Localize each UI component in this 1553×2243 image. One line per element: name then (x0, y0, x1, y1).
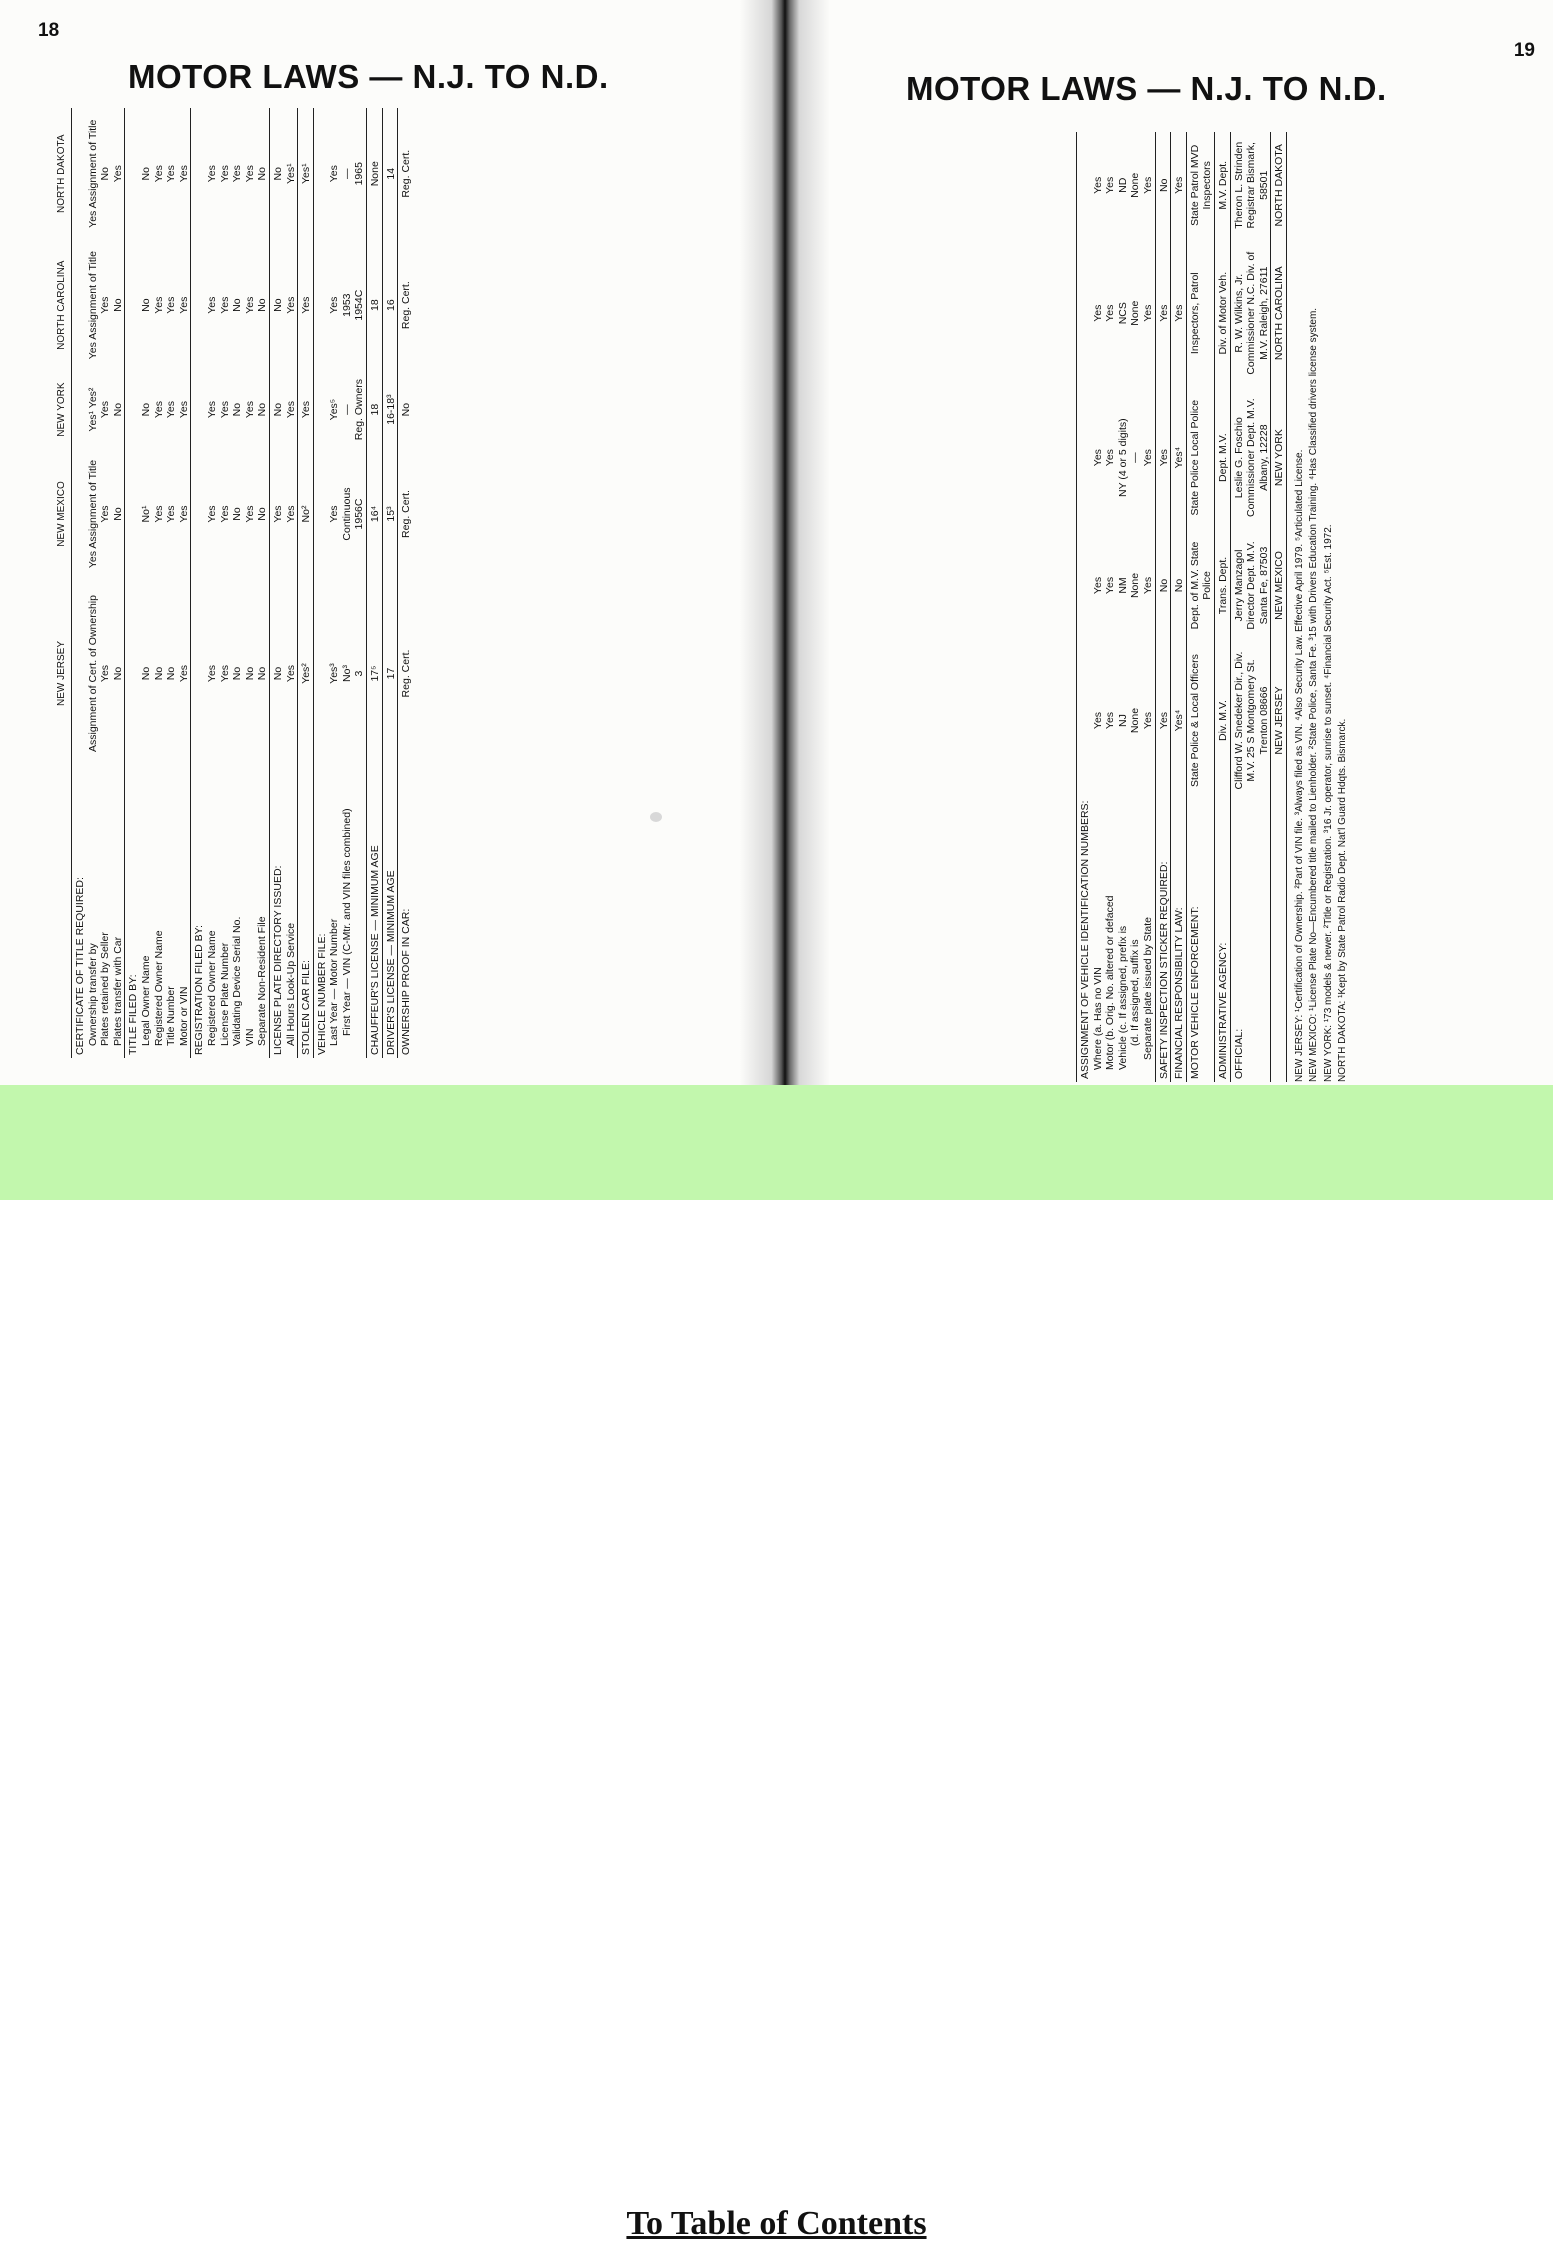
table-cell: Yes¹ (284, 163, 297, 185)
table-cell: Yes Assignment of Title (86, 459, 99, 569)
table-cell: Yes (218, 664, 231, 683)
table-cell: Yes (284, 296, 297, 314)
table-cell: Trans. Dept. (1214, 527, 1230, 643)
table-cell: State Patrol MVD Inspectors (1186, 132, 1214, 239)
table-cell: 16⁴ (367, 448, 383, 579)
table-cell: None (367, 108, 383, 239)
table-cell: Reg. Cert. (398, 239, 413, 370)
table-row (256, 108, 269, 1058)
right-page (786, 0, 1553, 1085)
table-cell: Yes (298, 239, 314, 370)
row-label: ASSIGNMENT OF VEHICLE IDENTIFICATION NUMBERS: (1077, 798, 1092, 1082)
row-label: All Hours Look-Up Service (284, 922, 297, 1046)
table-cell: No (269, 239, 284, 370)
table-cell: No³ (340, 665, 353, 682)
table-cell: No (256, 167, 269, 181)
book-gutter (740, 0, 830, 1085)
row-label: DRIVER'S LICENSE — MINIMUM AGE (382, 767, 398, 1058)
table-row (72, 108, 87, 1058)
table-cell: Yes (165, 165, 178, 183)
table-cell: Yes (1104, 449, 1117, 467)
left-page (0, 0, 776, 1085)
table-cell: Yes (165, 505, 178, 523)
row-label: Separate Non-Resident File (256, 916, 269, 1046)
table-cell: No (256, 298, 269, 312)
table-cell: Reg. Cert. (398, 580, 413, 768)
table-cell: Div. M.V. (1214, 644, 1230, 798)
table-row (269, 108, 284, 1058)
table-cell (1077, 132, 1092, 239)
table-cell (1077, 644, 1092, 798)
table-cell: No (269, 108, 284, 239)
row-label: Motor (b. Orig. No. altered or defaced (1104, 895, 1117, 1070)
right-rotated-table-wrap (1076, 132, 1351, 1082)
right-motor-laws-table (1076, 132, 1286, 1082)
row-label: Plates retained by Seller (99, 932, 112, 1046)
table-cell: Yes (1141, 576, 1154, 595)
row-label: SAFETY INSPECTION STICKER REQUIRED: (1155, 798, 1171, 1082)
table-cell: Yes¹ (298, 108, 314, 239)
table-cell: No (152, 666, 165, 681)
footnote-line: NEW MEXICO: ¹License Plate No—Encumbered title mailed to Lienholder. ²State Police, Santa Fe. ³15 with Drivers Education Training. ⁴Has Classified drivers license system. (1308, 307, 1320, 1082)
table-cell: No (243, 666, 256, 681)
row-label: CHAUFFEUR'S LICENSE — MINIMUM AGE (367, 767, 383, 1058)
table-cell: 18 (367, 371, 383, 448)
left-rotated-table-wrap (56, 108, 413, 1058)
table-cell: 1953 (340, 293, 353, 317)
table-cell: Yes (177, 165, 190, 183)
table-cell: Yes (1091, 576, 1104, 595)
table-cell: Yes (284, 664, 297, 683)
row-label: License Plate Number (218, 942, 231, 1046)
row-label: Legal Owner Name (139, 955, 152, 1046)
table-row (1230, 132, 1271, 1082)
table-cell (191, 371, 206, 448)
table-cell: Yes (1155, 239, 1171, 388)
table-cell: Yes (1104, 711, 1117, 730)
table-cell: Yes (152, 296, 165, 314)
left-page-title: MOTOR LAWS — N.J. TO N.D. (128, 58, 609, 95)
table-cell: NEW JERSEY (1271, 644, 1286, 798)
footnote-line: NORTH DAKOTA: ¹Kept by State Patrol Radio Dept. Nat'l Guard Hdqts. Bismarck. (1337, 718, 1349, 1082)
table-cell: No (256, 402, 269, 417)
table-cell: Yes (152, 401, 165, 419)
row-label: Ownership transfer by (86, 943, 99, 1046)
table-cell (313, 580, 328, 768)
table-row (1214, 132, 1230, 1082)
row-label: Registered Owner Name (152, 930, 165, 1046)
table-cell (125, 239, 140, 370)
table-row (231, 108, 244, 1058)
table-cell: 1954C (353, 289, 366, 321)
row-label: Registered Owner Name (205, 930, 218, 1046)
table-cell (313, 371, 328, 448)
table-cell: Yes (177, 505, 190, 523)
page-smudge (650, 812, 662, 822)
table-cell: 14 (382, 108, 398, 239)
table-cell: Yes (205, 401, 218, 419)
table-cell: Yes (205, 664, 218, 683)
table-row (87, 108, 100, 1058)
table-cell: Yes (1091, 449, 1104, 467)
table-cell: 16 (382, 239, 398, 370)
row-label: LICENSE PLATE DIRECTORY ISSUED: (269, 767, 284, 1058)
row-label: Validating Device Serial No. (231, 916, 244, 1046)
table-cell: Yes¹ Yes² (86, 387, 99, 432)
table-cell: Yes (1155, 388, 1171, 528)
table-cell: 15³ (382, 448, 398, 579)
table-row (153, 108, 166, 1058)
table-row (341, 108, 354, 1058)
table-cell: Yes (1155, 644, 1171, 798)
table-cell: Yes (1141, 176, 1154, 194)
row-label: Where (a. Has no VIN (1091, 967, 1104, 1070)
table-cell: No (99, 167, 112, 181)
table-cell: Yes Assignment of Title (86, 119, 99, 228)
table-row (1077, 132, 1092, 1082)
table-cell: R. W. Wilkins, Jr. Commissioner N.C. Div. of M.V. Raleigh, 27611 (1230, 239, 1271, 388)
table-cell: Yes (284, 505, 297, 523)
right-page-number: 19 (1513, 40, 1535, 61)
table-cell: Yes³ (328, 663, 341, 684)
table-cell (125, 580, 140, 768)
table-cell: No (269, 580, 284, 768)
table-cell: Yes (243, 165, 256, 183)
table-cell: Yes (284, 401, 297, 419)
table-row (328, 108, 341, 1058)
table-cell: No (269, 371, 284, 448)
table-row (398, 108, 413, 1058)
table-cell: Yes⁴ (1171, 644, 1187, 798)
table-cell: Yes (177, 296, 190, 314)
table-cell: Yes⁴ (1171, 388, 1187, 528)
table-cell: Yes (1104, 176, 1117, 194)
right-page-title: MOTOR LAWS — N.J. TO N.D. (906, 70, 1387, 107)
row-label: Title Number (165, 986, 178, 1046)
table-cell: Yes (1091, 176, 1104, 194)
table-cell: Yes (99, 296, 112, 314)
table-cell: None (1129, 707, 1142, 734)
table-cell (313, 108, 328, 239)
table-of-contents-link[interactable]: To Table of Contents (626, 2205, 927, 2242)
table-cell: Inspectors, Patrol (1186, 239, 1214, 388)
table-cell: NJ (1116, 714, 1129, 727)
footnote-line: NEW YORK: ¹73 models & newer. ²Title or Registration. ³16 Jr. operator, sunrise to sunset. ⁴Financial Security Act. ⁵Est. 1972. (1322, 524, 1334, 1082)
table-cell: — (340, 168, 353, 179)
table-row (1092, 132, 1105, 1082)
table-row (1104, 132, 1117, 1082)
column-header: NEW MEXICO (56, 448, 72, 579)
table-cell: Yes (218, 296, 231, 314)
table-cell: — (1129, 452, 1142, 463)
row-label: Vehicle (c. If assigned, prefix is (1116, 925, 1129, 1070)
table-row (191, 108, 206, 1058)
table-cell: M.V. Dept. (1214, 132, 1230, 239)
row-label: VIN (243, 1028, 256, 1046)
table-cell: 1965 (353, 162, 366, 186)
table-cell: State Police & Local Officers (1186, 644, 1214, 798)
table-cell: No (111, 402, 124, 417)
table-cell: Assignment of Cert. of Ownership (86, 595, 99, 752)
row-label (353, 767, 366, 1058)
table-cell: — (340, 404, 353, 415)
table-cell: Reg. Cert. (398, 108, 413, 239)
table-cell: Yes (1171, 239, 1187, 388)
table-cell: 18 (367, 239, 383, 370)
table-cell: 1956C (353, 498, 366, 530)
row-label: ADMINISTRATIVE AGENCY: (1214, 798, 1230, 1082)
table-row (298, 108, 314, 1058)
table-cell: No (231, 298, 244, 312)
row-label: FINANCIAL RESPONSIBILITY LAW: (1171, 798, 1187, 1082)
row-label: Last Year — Motor Number (328, 918, 341, 1046)
table-cell: Yes (152, 505, 165, 523)
table-cell: Yes (218, 401, 231, 419)
row-label: OFFICIAL: (1230, 798, 1271, 1082)
table-row (382, 108, 398, 1058)
table-cell: No (111, 666, 124, 681)
table-cell: No (398, 371, 413, 448)
table-cell: Yes (1141, 711, 1154, 730)
row-label: VEHICLE NUMBER FILE: (313, 767, 328, 1058)
table-cell: No (139, 402, 152, 417)
row-label: OWNERSHIP PROOF IN CAR: (398, 767, 413, 1058)
footnote-line: NEW JERSEY: ¹Certification of Ownership. ²Part of VIN file. ³Always filed as VIN. ⁴Also Security Law. Effective April 1979. ⁵Articulated License. (1293, 449, 1305, 1082)
table-cell (72, 108, 87, 239)
table-cell: No (139, 298, 152, 312)
table-cell (1077, 388, 1092, 528)
table-row (99, 108, 112, 1058)
table-cell: No (139, 666, 152, 681)
table-cell: No (231, 507, 244, 521)
table-cell (72, 580, 87, 768)
table-cell: 16-18³ (382, 371, 398, 448)
table-row (353, 108, 366, 1058)
table-cell: None (1129, 172, 1142, 198)
table-cell: Yes (205, 296, 218, 314)
table-row (178, 108, 191, 1058)
table-cell: Yes (243, 401, 256, 419)
row-label: TITLE FILED BY: (125, 767, 140, 1058)
row-label (1271, 798, 1286, 1082)
table-cell: Yes (328, 165, 341, 183)
table-cell: Reg. Cert. (398, 448, 413, 579)
table-row (1129, 132, 1142, 1082)
table-row (244, 108, 257, 1058)
table-cell (1077, 527, 1092, 643)
table-cell: Yes (111, 165, 124, 183)
row-label: MOTOR VEHICLE ENFORCEMENT: (1186, 798, 1214, 1082)
table-cell: No (1155, 132, 1171, 239)
table-cell: None (1129, 572, 1142, 599)
table-cell (72, 448, 87, 579)
column-header: NORTH DAKOTA (56, 108, 72, 239)
row-label: Separate plate issued by State (1141, 916, 1154, 1060)
table-row (1171, 132, 1187, 1082)
table-row (125, 108, 140, 1058)
table-row (206, 108, 219, 1058)
table-row (285, 108, 298, 1058)
row-label: First Year — VIN (C-Mtr. and VIN files combined) (340, 808, 353, 1036)
left-motor-laws-table (56, 108, 413, 1058)
table-cell: Yes Assignment of Title (86, 251, 99, 360)
table-cell: State Police Local Police (1186, 388, 1214, 528)
table-cell: NCS (1116, 302, 1129, 325)
table-cell: Yes (99, 401, 112, 419)
table-cell: No (231, 666, 244, 681)
table-cell: 17⁵ (367, 580, 383, 768)
table-row (1155, 132, 1171, 1082)
table-cell: 17 (382, 580, 398, 768)
table-cell: No (1155, 527, 1171, 643)
table-cell: Yes (243, 296, 256, 314)
table-cell: Yes (205, 165, 218, 183)
table-cell (191, 239, 206, 370)
table-cell: Yes (177, 664, 190, 683)
table-cell (72, 371, 87, 448)
table-cell (125, 448, 140, 579)
table-cell: Yes (1171, 132, 1187, 239)
left-page-number: 18 (38, 20, 60, 41)
table-cell: Yes (205, 505, 218, 523)
row-label: CERTIFICATE OF TITLE REQUIRED: (72, 767, 87, 1058)
table-cell: Yes (298, 371, 314, 448)
table-cell: None (1129, 300, 1142, 326)
table-cell: Yes (99, 505, 112, 523)
table-cell: No (256, 507, 269, 521)
table-cell (191, 580, 206, 768)
table-cell: Yes (1091, 304, 1104, 322)
table-cell: No (231, 402, 244, 417)
table-cell (313, 239, 328, 370)
table-cell: Dept. of M.V. State Police (1186, 527, 1214, 643)
table-cell: No¹ (139, 505, 152, 523)
row-label: REGISTRATION FILED BY: (191, 767, 206, 1058)
table-row (165, 108, 178, 1058)
table-cell: NM (1116, 577, 1129, 594)
table-cell: Reg. Owners (353, 378, 366, 441)
table-cell: Yes (1141, 449, 1154, 467)
table-cell: No (1171, 527, 1187, 643)
table-cell: Yes (218, 165, 231, 183)
bottom-banner (0, 1085, 1553, 2242)
table-cell: Yes⁵ (328, 398, 341, 421)
table-cell (72, 239, 87, 370)
table-cell: ND (1116, 177, 1129, 193)
table-cell: 3 (353, 670, 366, 677)
column-header: NEW YORK (56, 371, 72, 448)
table-cell: No (165, 666, 178, 681)
column-header: NEW JERSEY (56, 580, 72, 768)
table-cell: Yes (328, 296, 341, 314)
table-row (1117, 132, 1130, 1082)
table-cell: Div. of Motor Veh. (1214, 239, 1230, 388)
table-cell: Leslie G. Foschio Commissioner Dept. M.V. Albany, 12228 (1230, 388, 1271, 528)
table-cell: Yes (269, 448, 284, 579)
table-cell: Yes² (298, 580, 314, 768)
table-cell: Yes (243, 505, 256, 523)
header-label-cell (56, 767, 72, 1058)
table-cell: NEW MEXICO (1271, 527, 1286, 643)
table-cell: Yes (328, 505, 341, 523)
table-cell: Yes (152, 165, 165, 183)
row-label: Plates transfer with Car (111, 936, 124, 1046)
table-cell: Yes (1141, 304, 1154, 322)
table-cell: No (111, 298, 124, 312)
table-row (1142, 132, 1155, 1082)
table-cell: No² (298, 448, 314, 579)
table-cell: Yes (1091, 711, 1104, 730)
table-row (1186, 132, 1214, 1082)
table-cell: Yes (165, 401, 178, 419)
table-cell: Yes (99, 664, 112, 683)
table-cell (313, 448, 328, 579)
table-cell: No (139, 167, 152, 181)
table-cell: Continuous (340, 487, 353, 541)
table-cell: Yes (165, 296, 178, 314)
table-row (367, 108, 383, 1058)
row-label: STOLEN CAR FILE: (298, 767, 314, 1058)
table-row (219, 108, 232, 1058)
book-spread (0, 0, 1553, 1085)
table-cell (125, 371, 140, 448)
table-cell: Theron L. Strinden Registrar Bismark, 58501 (1230, 132, 1271, 239)
table-cell (1077, 239, 1092, 388)
table-cell: Dept. M.V. (1214, 388, 1230, 528)
table-cell: Yes (177, 401, 190, 419)
table-cell: No (256, 666, 269, 681)
table-cell (191, 108, 206, 239)
table-cell (191, 448, 206, 579)
table-cell: Yes (1104, 304, 1117, 322)
footnotes (1286, 132, 1351, 1082)
row-label: Motor or VIN (177, 986, 190, 1046)
column-header: NORTH CAROLINA (56, 239, 72, 370)
table-cell: Yes (1104, 576, 1117, 595)
table-cell: Yes (218, 505, 231, 523)
table-row (1271, 132, 1286, 1082)
table-row (140, 108, 153, 1058)
table-cell (125, 108, 140, 239)
table-row (313, 108, 328, 1058)
table-cell: NY (4 or 5 digits) (1116, 418, 1129, 497)
table-cell: No (111, 507, 124, 521)
table-row (112, 108, 125, 1058)
table-cell: Jerry Manzagol Director Dept. M.V. Santa Fe, 87503 (1230, 527, 1271, 643)
table-cell: NORTH CAROLINA (1271, 239, 1286, 388)
table-cell: Clifford W. Snedeker Dir., Div. M.V. 25 S Montgomery St. Trenton 08666 (1230, 644, 1271, 798)
table-cell: Yes (231, 165, 244, 183)
table-cell: NEW YORK (1271, 388, 1286, 528)
row-label: (d. If assigned, suffix is (1129, 939, 1142, 1046)
table-cell: NORTH DAKOTA (1271, 132, 1286, 239)
